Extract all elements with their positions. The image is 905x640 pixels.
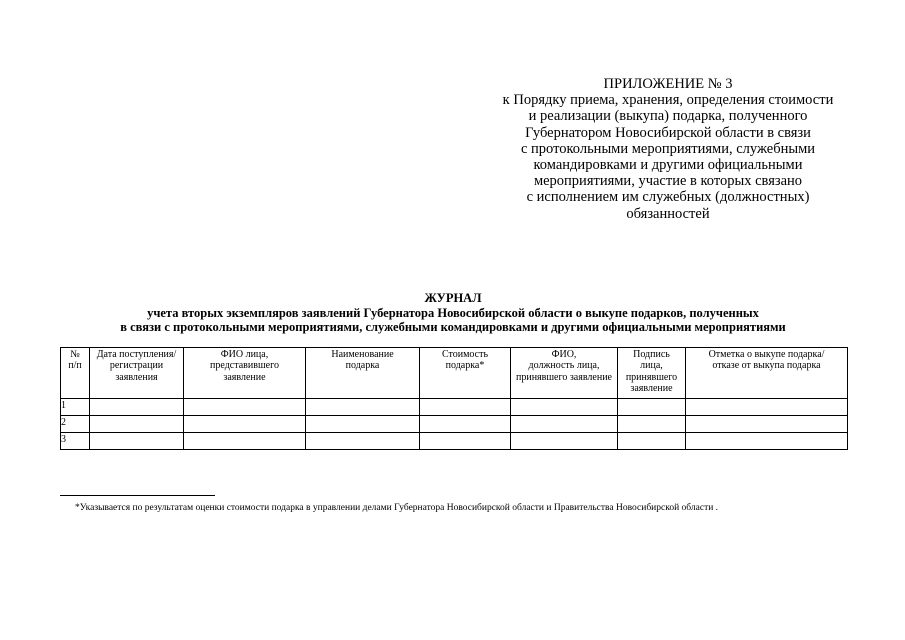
- table-cell: [618, 416, 686, 433]
- table-cell: [306, 433, 420, 450]
- table-cell-number: 2: [61, 416, 90, 433]
- footnote: *Указывается по результатам оценки стоимости подарка в управлении делами Губернатора Новосибирской области и Правительства Новосибирской области .: [75, 503, 719, 513]
- journal-title: ЖУРНАЛ: [424, 291, 482, 305]
- appendix-line: мероприятиями, участие в которых связано: [533, 173, 803, 190]
- appendix-line: с протокольными мероприятиями, служебными: [520, 140, 816, 157]
- table-cell: [420, 416, 511, 433]
- journal-heading: [60, 291, 846, 335]
- table-header-row: [61, 348, 848, 399]
- table-cell: [511, 399, 618, 416]
- appendix-line: обязанностей: [626, 205, 710, 222]
- table-cell: [686, 399, 848, 416]
- column-header-receiver: ФИО, должность лица, принявшего заявление: [511, 348, 618, 399]
- table-cell: [184, 433, 306, 450]
- table-row: [61, 416, 848, 433]
- table-cell: [420, 433, 511, 450]
- table-cell-number: 3: [61, 433, 90, 450]
- table-cell: [306, 416, 420, 433]
- appendix-line: к Порядку приема, хранения, определения стоимости: [502, 92, 834, 109]
- appendix-title: ПРИЛОЖЕНИЕ № 3: [603, 76, 733, 92]
- journal-subtitle-line: учета вторых экземпляров заявлений Губернатора Новосибирской области о выкупе подарков, полученных: [147, 305, 759, 320]
- column-header-gift-value: Стоимость подарка*: [420, 348, 511, 399]
- column-header-number: № п/п: [61, 348, 90, 399]
- column-header-date: Дата поступления/ регистрации заявления: [90, 348, 184, 399]
- appendix-line: командировками и другими официальными: [533, 157, 803, 174]
- journal-subtitle-line: в связи с протокольными мероприятиями, служебными командировками и другими официальными мероприятиями: [120, 320, 786, 334]
- footnote-divider: [60, 495, 215, 496]
- table-cell: [90, 399, 184, 416]
- table-cell: [90, 433, 184, 450]
- column-header-gift-name: Наименование подарка: [306, 348, 420, 399]
- table-cell: [618, 433, 686, 450]
- appendix-header: [488, 76, 848, 222]
- table-cell: [420, 399, 511, 416]
- column-header-buyout-mark: Отметка о выкупе подарка/ отказе от выкупа подарка: [686, 348, 848, 399]
- table-row: [61, 399, 848, 416]
- column-header-signature: Подпись лица, принявшего заявление: [618, 348, 686, 399]
- table-cell-number: 1: [61, 399, 90, 416]
- table-row: [61, 433, 848, 450]
- table-cell: [511, 433, 618, 450]
- appendix-line: с исполнением им служебных (должностных): [526, 189, 810, 206]
- table-cell: [511, 416, 618, 433]
- table-cell: [306, 399, 420, 416]
- appendix-line: Губернатором Новосибирской области в связи: [525, 124, 811, 141]
- journal-table: [60, 347, 848, 450]
- column-header-applicant: ФИО лица, представившего заявление: [184, 348, 306, 399]
- table-cell: [184, 399, 306, 416]
- table-cell: [184, 416, 306, 433]
- table-cell: [686, 416, 848, 433]
- table-cell: [90, 416, 184, 433]
- table-cell: [686, 433, 848, 450]
- table-cell: [618, 399, 686, 416]
- appendix-line: и реализации (выкупа) подарка, полученного: [528, 108, 808, 125]
